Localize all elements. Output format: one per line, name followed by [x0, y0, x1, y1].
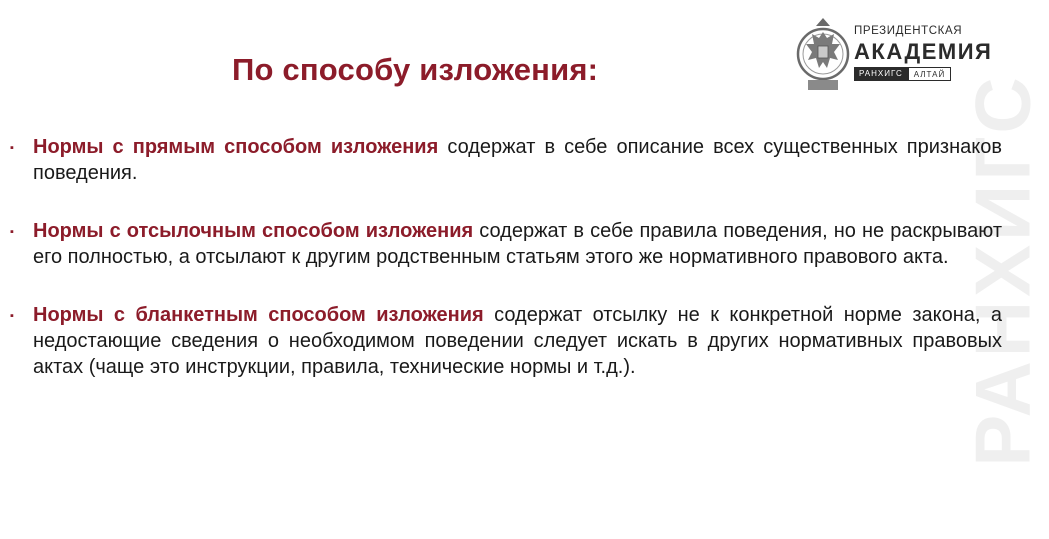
- academy-logo: [794, 14, 993, 96]
- eagle-emblem-icon: [794, 14, 852, 96]
- bullet-text: содержат в себе правила поведения, но не раскрывают его полностью, а отсылают к другим родственным статьям этого же нормативного правового акта.: [33, 220, 1002, 268]
- slide-title: По способу изложения:: [232, 52, 599, 87]
- logo-tag2: АЛТАЙ: [908, 67, 951, 81]
- bullet-text: содержат отсылку не к конкретной норме закона, а недостающие сведения о необходимом поведении следует искать в других нормативных правовых актах (чаще это инструкции, правила, технические нормы и т.д.).: [33, 304, 1002, 378]
- logo-line2: АКАДЕМИЯ: [854, 39, 993, 64]
- bullet-item: [10, 218, 1002, 270]
- bullet-list: [10, 134, 1002, 380]
- bullet-term: Нормы с отсылочным способом изложения: [33, 220, 474, 242]
- bullet-marker-icon: ▪: [10, 226, 14, 238]
- bullet-item: [10, 134, 1002, 186]
- bullet-text: содержат в себе описание всех существенных признаков поведения.: [33, 136, 1002, 184]
- bullet-marker-icon: ▪: [10, 310, 14, 322]
- watermark: РАНХИГС: [958, 73, 1047, 467]
- logo-tagbar: [854, 67, 950, 81]
- logo-line1: ПРЕЗИДЕНТСКАЯ: [854, 25, 963, 37]
- bullet-term: Нормы с прямым способом изложения: [33, 136, 439, 158]
- bullet-term: Нормы с бланкетным способом изложения: [33, 304, 484, 326]
- bullet-item: [10, 302, 1002, 380]
- bullet-marker-icon: ▪: [10, 142, 14, 154]
- logo-tag1: РАНХИГС: [854, 67, 908, 81]
